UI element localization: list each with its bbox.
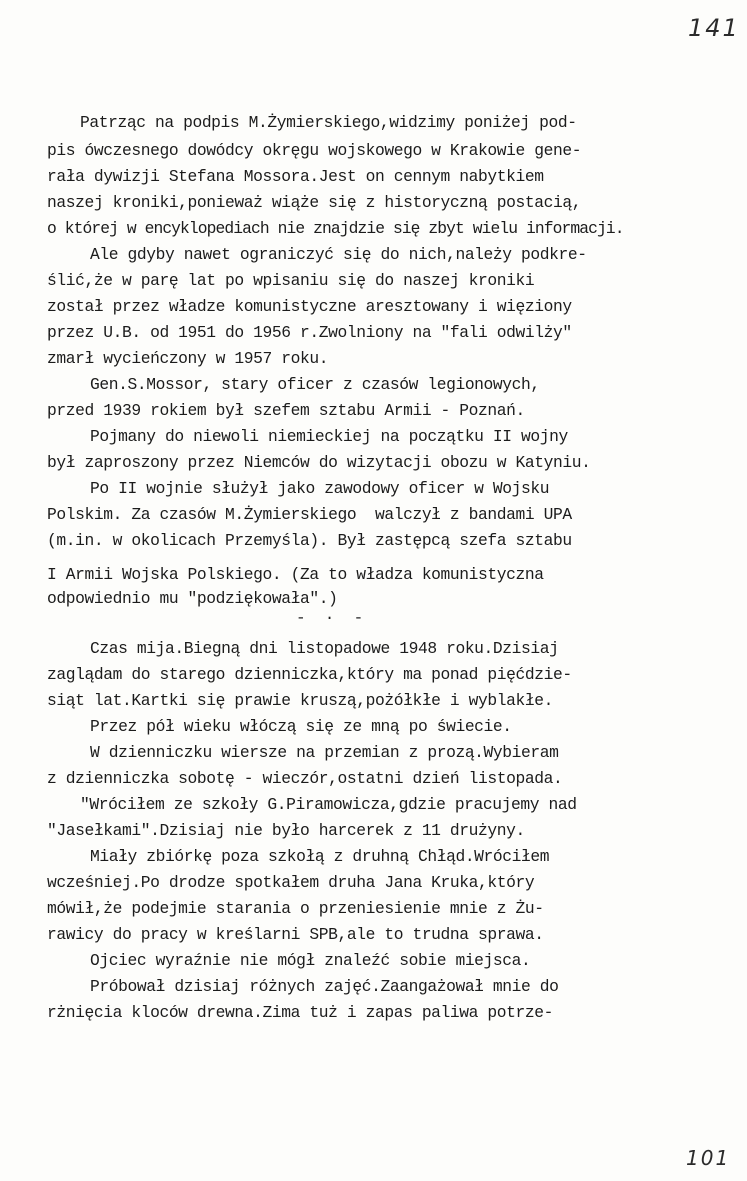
text-line: wcześniej.Po drodze spotkałem druha Jana Kruka,który (47, 873, 535, 892)
text-line: Polskim. Za czasów M.Żymierskiego walczył z bandami UPA (47, 505, 572, 524)
text-line: z dzienniczka sobotę - wieczór,ostatni dzień listopada. (47, 769, 563, 788)
text-line: był zaproszony przez Niemców do wizytacji obozu w Katyniu. (47, 453, 591, 472)
text-line: Gen.S.Mossor, stary oficer z czasów legionowych, (90, 375, 540, 394)
text-line: przez U.B. od 1951 do 1956 r.Zwolniony na "fali odwilży" (47, 323, 572, 342)
text-line: został przez władze komunistyczne aresztowany i więziony (47, 297, 572, 316)
text-line: "Wróciłem ze szkoły G.Piramowicza,gdzie pracujemy nad (80, 795, 577, 814)
text-line: Czas mija.Biegną dni listopadowe 1948 roku.Dzisiaj (90, 639, 559, 658)
text-line: Próbował dzisiaj różnych zajęć.Zaangażował mnie do (90, 977, 559, 996)
text-line: zmarł wycieńczony w 1957 roku. (47, 349, 329, 368)
text-line: Po II wojnie służył jako zawodowy oficer w Wojsku (90, 479, 550, 498)
text-line: "Jasełkami".Dzisiaj nie było harcerek z 11 drużyny. (47, 821, 525, 840)
text-line: Ale gdyby nawet ograniczyć się do nich,należy podkre- (90, 245, 587, 264)
page-number-top: 141 (688, 14, 740, 42)
text-line: naszej kroniki,ponieważ wiąże się z historyczną postacią, (47, 193, 582, 212)
text-line: Patrząc na podpis M.Żymierskiego,widzimy poniżej pod- (80, 113, 577, 132)
text-line: przed 1939 rokiem był szefem sztabu Armii - Poznań. (47, 401, 525, 420)
text-line: pis ówczesnego dowódcy okręgu wojskowego w Krakowie gene- (47, 141, 582, 160)
text-line: ślić,że w parę lat po wpisaniu się do naszej kroniki (47, 271, 535, 290)
text-line: (m.in. w okolicach Przemyśla). Był zastępcą szefa sztabu (47, 531, 572, 550)
text-line: rżnięcia kloców drewna.Zima tuż i zapas paliwa potrze- (47, 1003, 553, 1022)
text-line: odpowiednio mu "podziękowała".) (47, 589, 338, 608)
text-line: rawicy do pracy w kreślarni SPB,ale to trudna sprawa. (47, 925, 544, 944)
text-line: Miały zbiórkę poza szkołą z druhną Chłąd.Wróciłem (90, 847, 550, 866)
text-line: I Armii Wojska Polskiego. (Za to władza komunistyczna (47, 565, 544, 584)
page-number-bottom: 101 (686, 1146, 731, 1170)
section-divider: - · - (296, 609, 364, 627)
text-line: o której w encyklopediach nie znajdzie się zbyt wielu informacji. (47, 219, 624, 238)
text-line: Przez pół wieku włóczą się ze mną po świecie. (90, 717, 512, 736)
text-line: zaglądam do starego dzienniczka,który ma ponad pięćdzie- (47, 665, 572, 684)
text-line: siąt lat.Kartki się prawie kruszą,pożółkłe i wyblakłe. (47, 691, 553, 710)
text-line: rała dywizji Stefana Mossora.Jest on cennym nabytkiem (47, 167, 544, 186)
text-line: mówił,że podejmie starania o przeniesienie mnie z Żu- (47, 899, 544, 918)
text-line: Ojciec wyraźnie nie mógł znaleźć sobie miejsca. (90, 951, 531, 970)
text-line: Pojmany do niewoli niemieckiej na początku II wojny (90, 427, 568, 446)
text-line: W dzienniczku wiersze na przemian z prozą.Wybieram (90, 743, 559, 762)
